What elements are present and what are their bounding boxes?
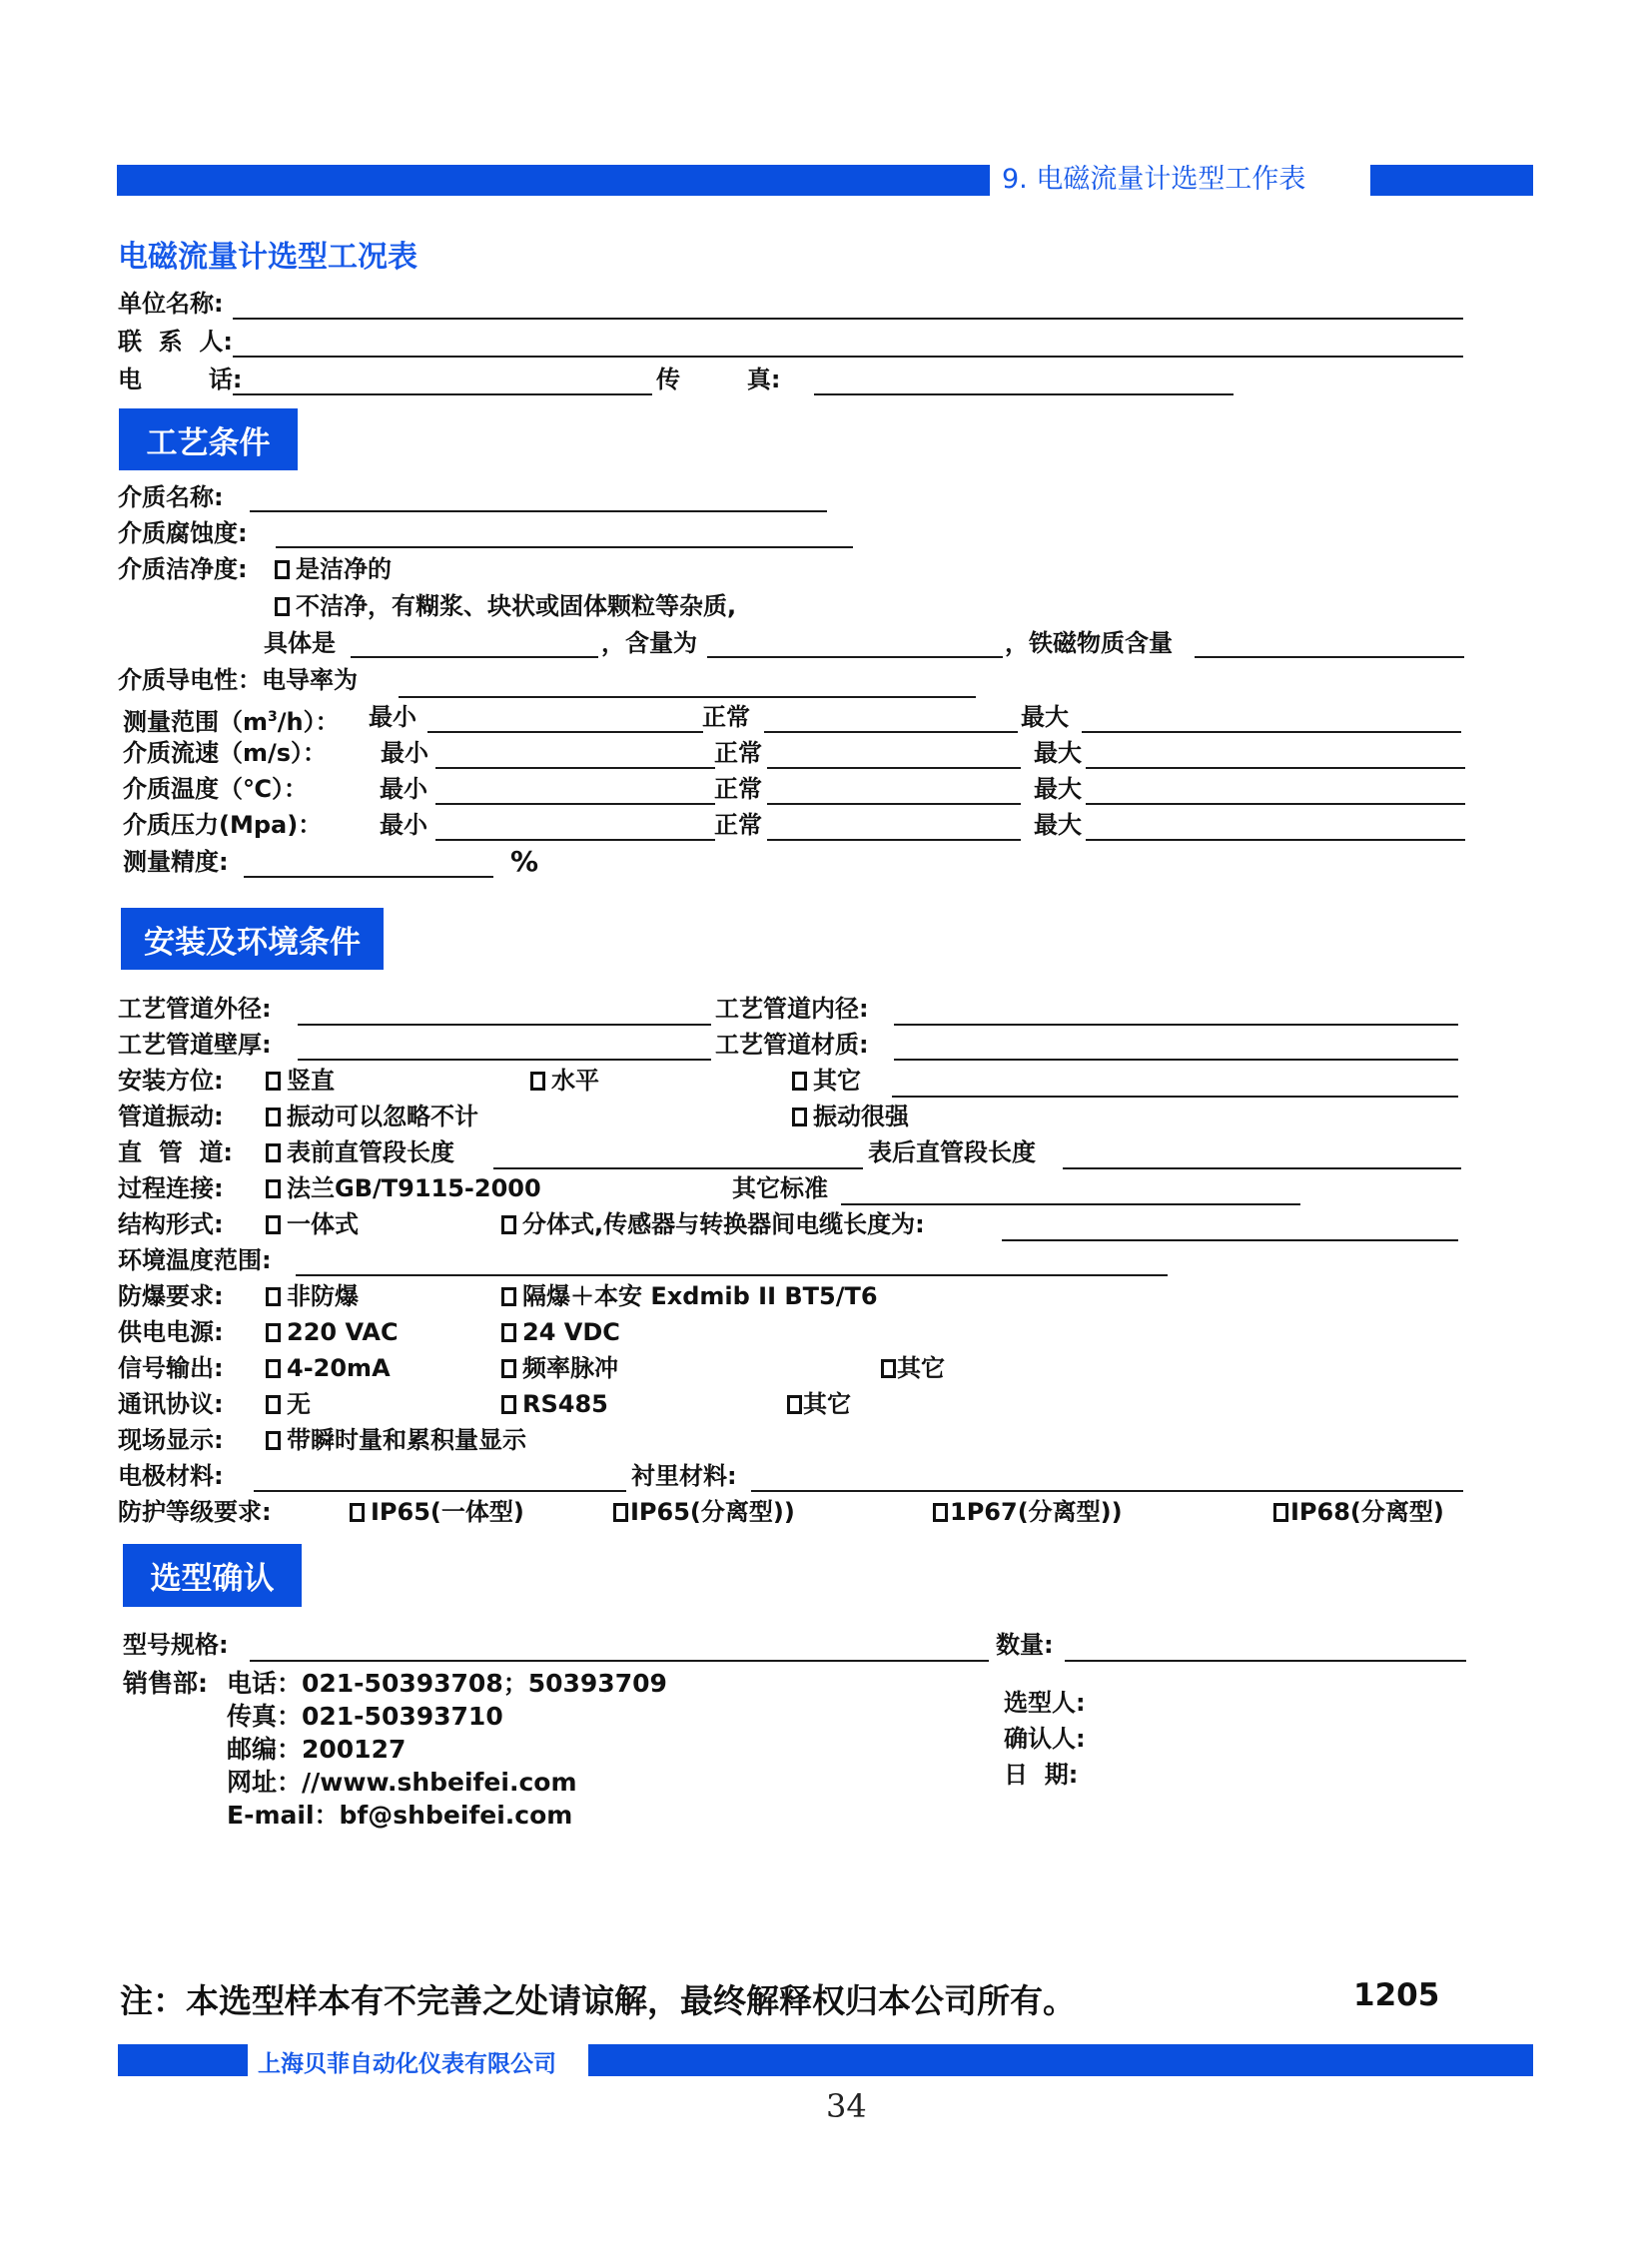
explosion-none-option[interactable] [266,1281,359,1311]
flow-normal-label: 正常 [702,703,750,731]
protection-ip65-integral-option[interactable] [350,1497,524,1527]
disclaimer-note: 注：本选型样本有不完善之处请谅解，最终解释权归本公司所有。 [120,1981,1076,2020]
fax-field[interactable] [814,393,1234,395]
document-code: 1205 [1353,1977,1440,2013]
material-label: 工艺管道材质: [715,1031,869,1059]
sales-fax: 传真：021-50393710 [227,1702,503,1731]
flow-range-label [123,702,340,737]
orientation-other-text: 其它 [813,1067,861,1095]
medium-name-label: 介质名称: [118,483,224,511]
display-label: 现场显示: [118,1426,224,1454]
detail-field[interactable] [351,656,598,658]
pressure-label: 介质压力(Mpa)： [123,811,323,839]
orientation-other-field[interactable] [892,1096,1458,1098]
output-other-option[interactable] [881,1353,945,1383]
sales-postcode: 邮编：200127 [227,1735,407,1764]
checkbox-remote[interactable] [501,1215,516,1234]
structure-integral-option[interactable] [266,1209,359,1239]
footer-bar-left [118,2044,248,2076]
velocity-max-field[interactable] [1086,767,1465,769]
flow-min-label: 最小 [369,703,416,731]
id-label: 工艺管道内径: [715,995,869,1023]
straight-before-field[interactable] [493,1167,863,1169]
phone-field[interactable] [233,393,652,395]
unclean-option-text: 不洁净，有糊浆、块状或固体颗粒等杂质, [296,592,737,620]
velocity-normal-field[interactable] [767,767,1021,769]
quantity-label: 数量: [996,1631,1054,1659]
contact-label [118,327,233,357]
footer-bar-right [588,2044,1533,2076]
sales-label: 销售部: [123,1669,208,1698]
pressure-min-field[interactable] [435,839,715,841]
velocity-label: 介质流速（m/s）： [123,739,328,767]
conductivity-label: 介质导电性：电导率为 [118,666,358,694]
model-label: 型号规格: [123,1631,229,1659]
accuracy-field[interactable] [244,876,493,878]
confirmer-label: 确认人: [1004,1725,1086,1753]
vibration-strong-text: 振动很强 [813,1103,909,1130]
content-label: ，含量为 [601,629,697,657]
connection-flange-option[interactable] [266,1173,541,1203]
section-heading-confirm: 选型确认 [123,1544,302,1607]
flow-max-label: 最大 [1021,703,1069,731]
protection-ip65-integral-text: IP65(一体型) [371,1498,524,1526]
output-current-option[interactable] [266,1353,391,1383]
checkbox-ip65-remote[interactable] [613,1503,628,1522]
clean-option[interactable] [275,554,392,584]
checkbox-24vdc[interactable] [501,1323,516,1342]
lining-field[interactable] [751,1490,1463,1492]
quantity-field[interactable] [1065,1660,1466,1662]
power-dc-text: 24 VDC [522,1318,620,1346]
straight-pipe-label [118,1137,233,1167]
flow-range-label-a: 测量范围（m [123,708,269,736]
velocity-min-label: 最小 [381,739,428,767]
ferro-field[interactable] [1195,656,1464,658]
connection-other-label: 其它标准 [732,1174,828,1202]
protection-ip68-option[interactable] [1273,1497,1444,1527]
model-field[interactable] [250,1660,989,1662]
checkbox-comm-none[interactable] [266,1395,281,1414]
power-ac-option[interactable] [266,1317,399,1347]
phone-label [118,365,242,394]
comm-other-option[interactable] [787,1389,851,1419]
protection-ip68-text: IP68(分离型) [1290,1498,1444,1526]
ambient-field[interactable] [296,1274,1168,1276]
section-heading-process: 工艺条件 [119,408,298,470]
structure-remote-text: 分体式,传感器与转换器间电缆长度为: [522,1210,925,1238]
straight-after-field[interactable] [1063,1167,1461,1169]
temperature-label: 介质温度（℃）： [123,775,309,803]
power-dc-option[interactable] [501,1317,620,1347]
checkbox-display[interactable] [266,1431,281,1450]
accuracy-label: 测量精度: [123,848,229,876]
sales-phone: 电话：021-50393708；50393709 [227,1669,667,1698]
unclean-option[interactable] [275,591,736,621]
cable-length-field[interactable] [1002,1239,1458,1241]
electrode-field[interactable] [254,1490,626,1492]
output-pulse-option[interactable] [501,1353,618,1383]
display-option-text: 带瞬时量和累积量显示 [287,1426,526,1454]
checkbox-flange[interactable] [266,1179,281,1198]
explosion-proof-option[interactable] [501,1281,878,1311]
velocity-min-field[interactable] [435,767,715,769]
wall-field[interactable] [298,1059,711,1061]
form-title: 电磁流量计选型工况表 [118,240,417,275]
protection-ip67-text: 1P67(分离型)) [950,1498,1123,1526]
header-section-title: 9. 电磁流量计选型工作表 [1002,164,1306,195]
output-current-text: 4-20mA [287,1354,391,1382]
ferro-label: ，铁磁物质含量 [1005,629,1173,657]
straight-before-option[interactable] [266,1137,454,1167]
protection-label: 防护等级要求: [118,1498,272,1526]
protection-ip65-remote-text: IP65(分离型)) [630,1498,795,1526]
material-field[interactable] [894,1059,1458,1061]
header-bar-left [117,165,990,196]
checkbox-ip68[interactable] [1273,1503,1288,1522]
temperature-normal-field[interactable] [767,803,1021,805]
checkbox-ip65-integral[interactable] [350,1503,365,1522]
orientation-label: 安装方位: [118,1067,224,1095]
flow-range-sup: 3 [268,709,278,725]
content-field[interactable] [707,656,1003,658]
checkbox-orientation-other[interactable] [792,1072,807,1091]
checkbox-pulse[interactable] [501,1359,516,1378]
connection-other-field[interactable] [841,1203,1300,1205]
power-label: 供电电源: [118,1318,224,1346]
od-label: 工艺管道外径: [118,995,272,1023]
comm-label: 通讯协议: [118,1390,224,1418]
flow-normal-field[interactable] [764,731,1018,733]
flow-min-field[interactable] [427,731,703,733]
sales-website[interactable]: 网址：//www.shbeifei.com [227,1768,577,1797]
pressure-min-label: 最小 [380,811,427,839]
checkbox-vibration-negligible[interactable] [266,1108,281,1126]
power-ac-text: 220 VAC [287,1318,399,1346]
percent-sign: % [510,845,539,878]
orientation-option-horizontal[interactable] [530,1066,599,1096]
temperature-normal-label: 正常 [714,775,762,803]
checkbox-rs485[interactable] [501,1395,516,1414]
protection-ip65-remote-option[interactable] [613,1497,795,1527]
comm-none-text: 无 [287,1390,311,1418]
display-option[interactable] [266,1425,526,1455]
contact-label-text: 联 系 人: [118,328,234,356]
pressure-normal-field[interactable] [767,839,1021,841]
pressure-max-label: 最大 [1034,811,1082,839]
vibration-negligible-text: 振动可以忽略不计 [287,1103,478,1130]
selector-label: 选型人: [1004,1689,1086,1717]
temperature-min-label: 最小 [380,775,427,803]
footer-company: 上海贝菲自动化仪表有限公司 [258,2051,556,2077]
comm-rs485-text: RS485 [522,1390,608,1418]
output-other-text: 其它 [897,1354,945,1382]
straight-before-text: 表前直管段长度 [287,1138,454,1166]
orientation-horizontal-text: 水平 [551,1067,599,1095]
output-pulse-text: 频率脉冲 [522,1354,618,1382]
contact-field[interactable] [233,356,1463,358]
checkbox-comm-other[interactable] [787,1395,802,1414]
detail-label: 具体是 [264,629,336,657]
output-label: 信号输出: [118,1354,224,1382]
orientation-option-vertical[interactable] [266,1066,335,1096]
company-label: 单位名称: [118,290,224,318]
temperature-max-field[interactable] [1086,803,1465,805]
checkbox-horizontal[interactable] [530,1072,545,1091]
pressure-normal-label: 正常 [714,811,762,839]
velocity-max-label: 最大 [1034,739,1082,767]
fax-label [656,365,780,394]
company-field[interactable] [233,318,1463,320]
orientation-vertical-text: 竖直 [287,1067,335,1095]
header-bar-right [1370,165,1533,196]
fax-label-text: 传 真: [656,366,781,393]
straight-after-label: 表后直管段长度 [868,1138,1036,1166]
checkbox-clean[interactable] [275,560,290,579]
clean-option-text: 是洁净的 [296,555,392,583]
connection-flange-text: 法兰GB/T9115-2000 [287,1174,541,1202]
vibration-option-strong[interactable] [792,1102,909,1131]
temperature-min-field[interactable] [435,803,715,805]
lining-label: 衬里材料: [631,1462,737,1490]
cleanliness-label: 介质洁净度: [118,555,248,583]
orientation-option-other[interactable] [792,1066,861,1096]
conductivity-field[interactable] [399,696,976,698]
checkbox-integral[interactable] [266,1215,281,1234]
checkbox-220vac[interactable] [266,1323,281,1342]
explosion-label: 防爆要求: [118,1282,224,1310]
od-field[interactable] [298,1024,711,1026]
flow-range-label-b: /h）： [277,708,340,736]
explosion-proof-text: 隔爆＋本安 Exdmib II BT5/T6 [522,1282,878,1310]
id-field[interactable] [894,1024,1458,1026]
checkbox-4-20ma[interactable] [266,1359,281,1378]
straight-pipe-label-text: 直 管 道: [118,1138,234,1166]
ambient-label: 环境温度范围: [118,1246,272,1274]
corrosion-label: 介质腐蚀度: [118,519,248,547]
medium-name-field[interactable] [250,510,827,512]
comm-none-option[interactable] [266,1389,311,1419]
checkbox-vertical[interactable] [266,1072,281,1091]
pressure-max-field[interactable] [1086,839,1465,841]
temperature-max-label: 最大 [1034,775,1082,803]
date-label [1004,1760,1078,1790]
structure-integral-text: 一体式 [287,1210,359,1238]
page-number: 34 [826,2087,867,2125]
protection-ip67-option[interactable] [933,1497,1123,1527]
checkbox-explosion-proof[interactable] [501,1287,516,1306]
comm-other-text: 其它 [803,1390,851,1418]
checkbox-ip67[interactable] [933,1503,948,1522]
checkbox-straight-before[interactable] [266,1143,281,1162]
sales-email[interactable]: E-mail：bf@shbeifei.com [227,1801,573,1830]
vibration-label: 管道振动: [118,1103,224,1130]
comm-rs485-option[interactable] [501,1389,608,1419]
checkbox-vibration-strong[interactable] [792,1108,807,1126]
checkbox-unclean[interactable] [275,597,290,616]
flow-max-field[interactable] [1082,731,1461,733]
wall-label: 工艺管道壁厚: [118,1031,272,1059]
vibration-option-negligible[interactable] [266,1102,478,1131]
phone-label-text: 电 话: [118,366,243,393]
connection-label: 过程连接: [118,1174,224,1202]
structure-label: 结构形式: [118,1210,224,1238]
checkbox-non-explosion[interactable] [266,1287,281,1306]
date-label-text: 日 期: [1004,1761,1079,1789]
corrosion-field[interactable] [276,546,853,548]
explosion-none-text: 非防爆 [287,1282,359,1310]
checkbox-output-other[interactable] [881,1359,896,1378]
section-heading-install: 安装及环境条件 [121,908,384,970]
electrode-label: 电极材料: [118,1462,224,1490]
velocity-normal-label: 正常 [714,739,762,767]
structure-remote-option[interactable] [501,1209,925,1239]
